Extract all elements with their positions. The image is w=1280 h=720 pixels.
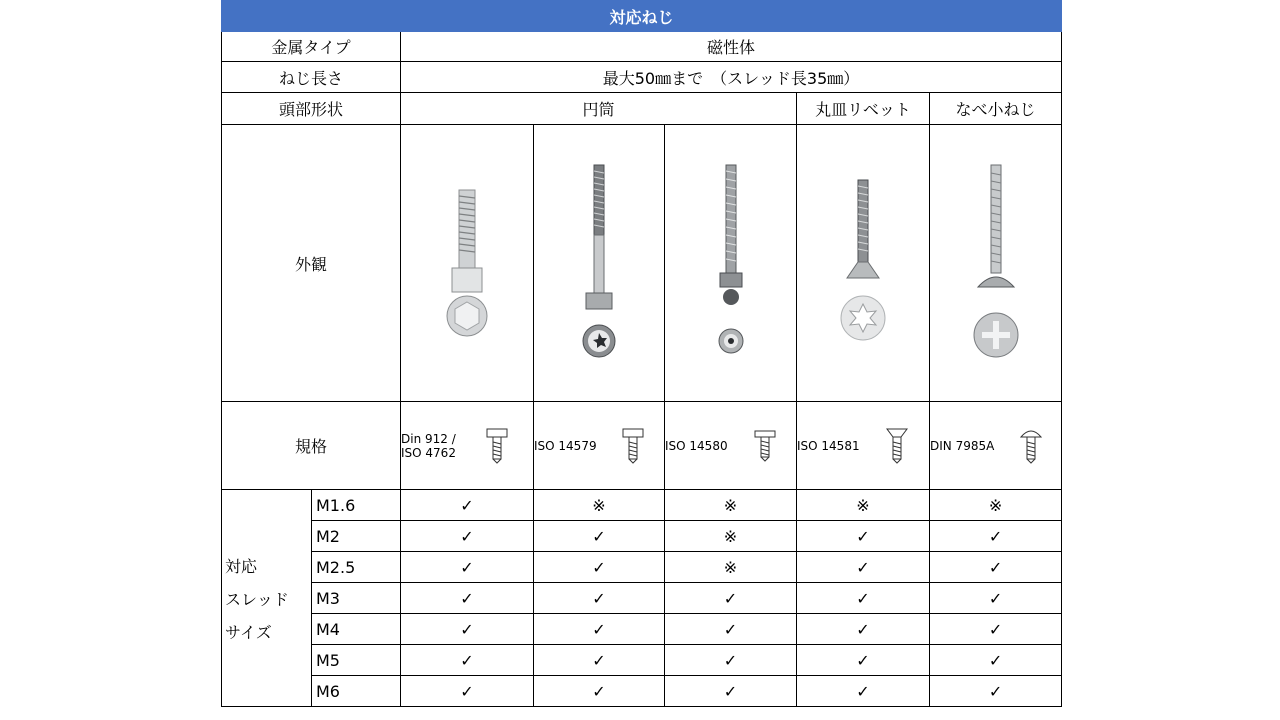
mark-cell: ✓ bbox=[930, 614, 1062, 645]
standard-text: DIN 7985A bbox=[930, 438, 995, 453]
mark-cell: ✓ bbox=[401, 645, 534, 676]
mark-cell: ✓ bbox=[797, 645, 930, 676]
standard-text: ISO 14581 bbox=[797, 438, 860, 453]
low-cylinder-head-symbol-icon bbox=[754, 430, 776, 462]
head-shape-cylinder: 円筒 bbox=[401, 93, 797, 125]
appearance-cell-1 bbox=[401, 125, 534, 402]
size-m2-5: M2.5 bbox=[312, 552, 401, 583]
head-shape-label: 頭部形状 bbox=[222, 93, 401, 125]
mark-cell: ✓ bbox=[797, 552, 930, 583]
mark-cell: ✓ bbox=[401, 552, 534, 583]
size-m5: M5 bbox=[312, 645, 401, 676]
standard-cell-4 bbox=[797, 402, 930, 490]
head-shape-pan: なべ小ねじ bbox=[930, 93, 1062, 125]
length-label: ねじ長さ bbox=[222, 62, 401, 93]
mark-cell: ※ bbox=[665, 490, 797, 521]
countersunk-head-symbol-icon bbox=[886, 428, 908, 464]
metal-type-label: 金属タイプ bbox=[222, 32, 401, 62]
mark-cell: ※ bbox=[534, 490, 665, 521]
mark-cell: ✓ bbox=[665, 583, 797, 614]
mark-cell: ✓ bbox=[401, 521, 534, 552]
thread-size-label: 対応 スレッド サイズ bbox=[222, 490, 312, 707]
mark-cell: ✓ bbox=[930, 676, 1062, 707]
mark-cell: ✓ bbox=[401, 614, 534, 645]
mark-cell: ✓ bbox=[534, 521, 665, 552]
mark-cell: ✓ bbox=[797, 676, 930, 707]
mark-cell: ✓ bbox=[930, 552, 1062, 583]
socket-head-cap-screw-icon bbox=[437, 188, 497, 338]
appearance-cell-5 bbox=[930, 125, 1062, 402]
mark-cell: ※ bbox=[665, 521, 797, 552]
head-shape-countersunk: 丸皿リベット bbox=[797, 93, 930, 125]
appearance-cell-2 bbox=[534, 125, 665, 402]
mark-cell: ✓ bbox=[534, 552, 665, 583]
mark-cell: ✓ bbox=[797, 521, 930, 552]
standard-text: ISO 14580 bbox=[665, 438, 728, 453]
spec-table bbox=[221, 0, 1062, 707]
mark-cell: ✓ bbox=[930, 583, 1062, 614]
hexalobular-low-head-screw-icon bbox=[701, 163, 761, 363]
cylinder-head-symbol-icon bbox=[486, 428, 508, 464]
mark-cell: ✓ bbox=[534, 583, 665, 614]
pan-head-symbol-icon bbox=[1020, 428, 1042, 464]
appearance-label: 外観 bbox=[222, 125, 401, 402]
countersunk-torx-screw-icon bbox=[833, 178, 893, 348]
mark-cell: ✓ bbox=[930, 645, 1062, 676]
mark-cell: ✓ bbox=[665, 645, 797, 676]
standard-cell-2 bbox=[534, 402, 665, 490]
metal-type-value: 磁性体 bbox=[401, 32, 1062, 62]
standard-cell-3 bbox=[665, 402, 797, 490]
mark-cell: ✓ bbox=[665, 614, 797, 645]
standard-cell-5 bbox=[930, 402, 1062, 490]
table-title: 対応ねじ bbox=[222, 1, 1062, 32]
mark-cell: ✓ bbox=[930, 521, 1062, 552]
cylinder-head-symbol-icon bbox=[622, 428, 644, 464]
size-m3: M3 bbox=[312, 583, 401, 614]
length-value: 最大50㎜まで （スレッド長35㎜） bbox=[401, 62, 1062, 93]
standard-text: ISO 14579 bbox=[534, 438, 597, 453]
standard-text: Din 912 / ISO 4762 bbox=[401, 431, 456, 460]
pan-head-phillips-screw-icon bbox=[966, 163, 1026, 363]
hexalobular-socket-cap-screw-icon bbox=[569, 163, 629, 363]
mark-cell: ✓ bbox=[665, 676, 797, 707]
mark-cell: ✓ bbox=[534, 676, 665, 707]
mark-cell: ※ bbox=[665, 552, 797, 583]
mark-cell: ✓ bbox=[797, 583, 930, 614]
mark-cell: ✓ bbox=[401, 676, 534, 707]
appearance-cell-3 bbox=[665, 125, 797, 402]
standard-label: 規格 bbox=[222, 402, 401, 490]
mark-cell: ※ bbox=[930, 490, 1062, 521]
size-m1-6: M1.6 bbox=[312, 490, 401, 521]
appearance-cell-4 bbox=[797, 125, 930, 402]
mark-cell: ✓ bbox=[534, 645, 665, 676]
mark-cell: ✓ bbox=[401, 490, 534, 521]
mark-cell: ✓ bbox=[401, 583, 534, 614]
standard-cell-1 bbox=[401, 402, 534, 490]
mark-cell: ※ bbox=[797, 490, 930, 521]
size-m6: M6 bbox=[312, 676, 401, 707]
mark-cell: ✓ bbox=[797, 614, 930, 645]
mark-cell: ✓ bbox=[534, 614, 665, 645]
size-m4: M4 bbox=[312, 614, 401, 645]
size-m2: M2 bbox=[312, 521, 401, 552]
